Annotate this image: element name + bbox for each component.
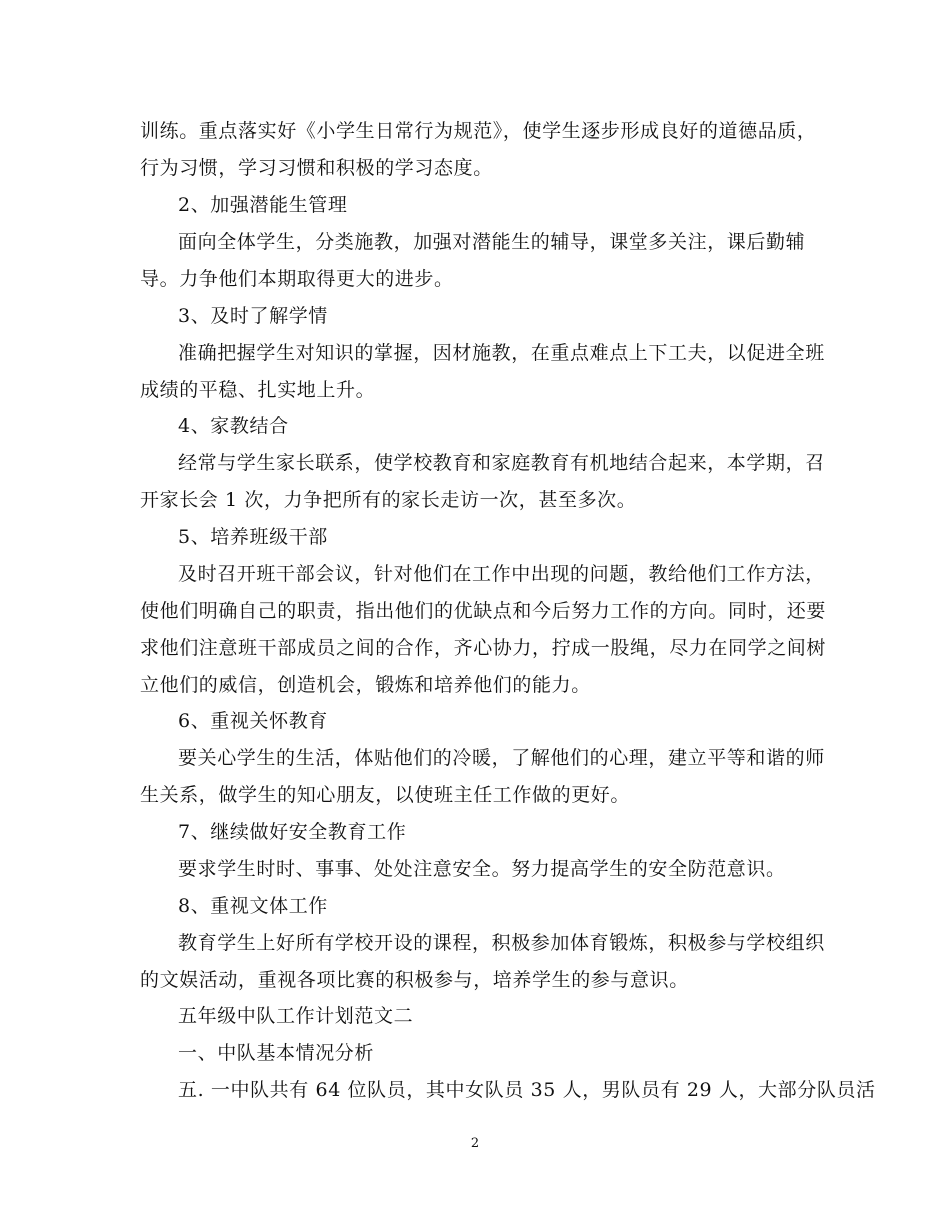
paragraph-line: 教育学生上好所有学校开设的课程，积极参加体育锻炼，积极参与学校组织 bbox=[178, 932, 825, 954]
paragraph-line: 开家长会 1 次，力争把所有的家长走访一次，甚至多次。 bbox=[140, 489, 637, 511]
paragraph-line: 要求学生时时、事事、处处注意安全。努力提高学生的安全防范意识。 bbox=[178, 858, 786, 880]
paragraph-line: 训练。重点落实好《小学生日常行为规范》，使学生逐步形成良好的道德品质， bbox=[140, 120, 817, 142]
section-heading: 3、及时了解学情 bbox=[178, 305, 328, 327]
paragraph-line: 使他们明确自己的职责，指出他们的优缺点和今后努力工作的方向。同时，还要 bbox=[140, 600, 827, 622]
paragraph-line: 五. 一中队共有 64 位队员，其中女队员 35 人，男队员有 29 人，大部分队员活 bbox=[178, 1079, 876, 1101]
section-heading: 4、家教结合 bbox=[178, 415, 289, 437]
paragraph-line: 要关心学生的生活，体贴他们的冷暖，了解他们的心理，建立平等和谐的师 bbox=[178, 747, 825, 769]
section-heading: 2、加强潜能生管理 bbox=[178, 194, 348, 216]
paragraph-line: 立他们的威信，创造机会，锻炼和培养他们的能力。 bbox=[140, 674, 591, 696]
section-heading: 一、中队基本情况分析 bbox=[178, 1042, 375, 1064]
section-heading: 6、重视关怀教育 bbox=[178, 710, 328, 732]
paragraph-line: 成绩的平稳、扎实地上升。 bbox=[140, 379, 376, 401]
paragraph-line: 导。力争他们本期取得更大的进步。 bbox=[140, 268, 454, 290]
article-title: 五年级中队工作计划范文二 bbox=[178, 1005, 414, 1027]
paragraph-line: 行为习惯，学习习惯和积极的学习态度。 bbox=[140, 157, 493, 179]
paragraph-line: 准确把握学生对知识的掌握，因材施教，在重点难点上下工夫，以促进全班 bbox=[178, 342, 825, 364]
section-heading: 8、重视文体工作 bbox=[178, 895, 328, 917]
page-number: 2 bbox=[470, 1136, 480, 1151]
paragraph-line: 面向全体学生，分类施教，加强对潜能生的辅导，课堂多关注，课后勤辅 bbox=[178, 231, 806, 253]
section-heading: 7、继续做好安全教育工作 bbox=[178, 821, 407, 843]
paragraph-line: 的文娱活动，重视各项比赛的积极参与，培养学生的参与意识。 bbox=[140, 969, 689, 991]
paragraph-line: 生关系，做学生的知心朋友，以使班主任工作做的更好。 bbox=[140, 784, 631, 806]
paragraph-line: 及时召开班干部会议，针对他们在工作中出现的问题，教给他们工作方法， bbox=[178, 563, 825, 585]
section-heading: 5、培养班级干部 bbox=[178, 526, 328, 548]
paragraph-line: 求他们注意班干部成员之间的合作，齐心协力，拧成一股绳，尽力在同学之间树 bbox=[140, 637, 827, 659]
paragraph-line: 经常与学生家长联系，使学校教育和家庭教育有机地结合起来，本学期，召 bbox=[178, 452, 825, 474]
